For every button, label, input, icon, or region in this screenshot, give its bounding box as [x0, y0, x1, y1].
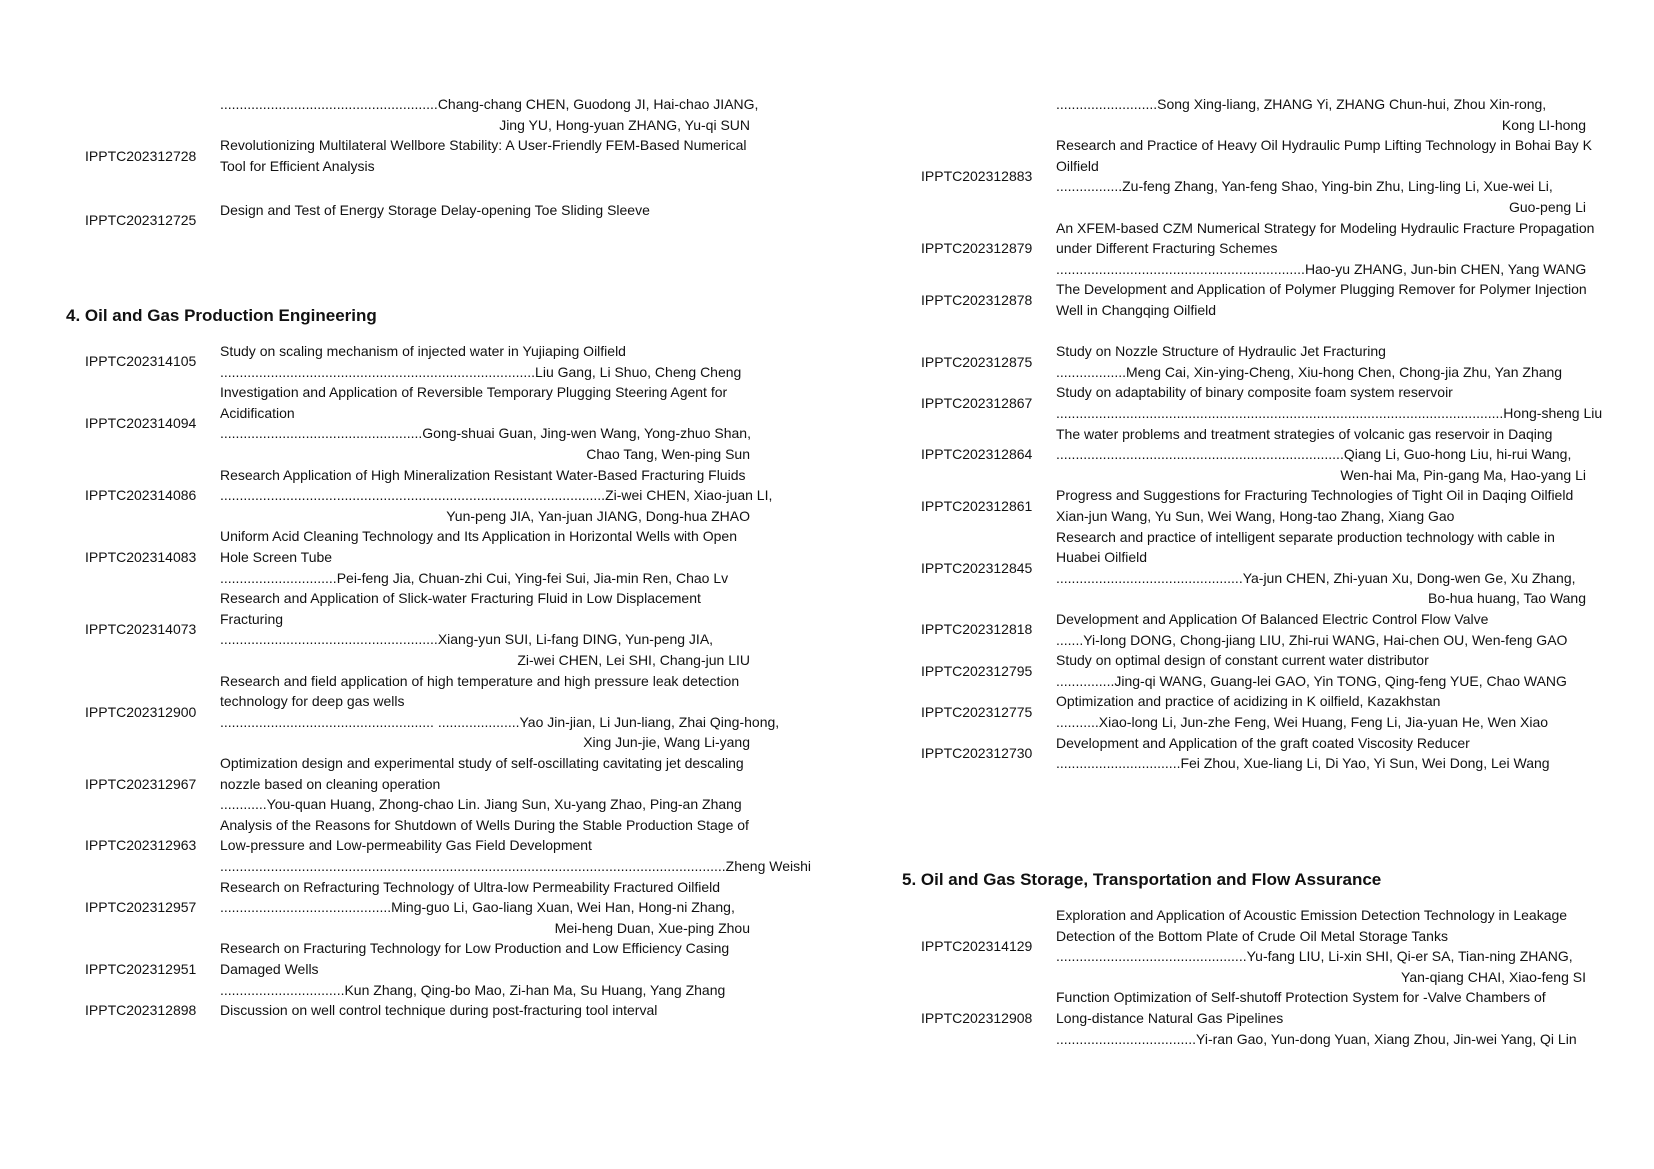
- paper-code: IPPTC202312957: [85, 899, 197, 916]
- paper-code: IPPTC202312845: [921, 559, 1033, 576]
- author-line: Bo-hua huang, Tao Wang: [1427, 590, 1586, 607]
- author-line: ....................................................... .....................Yao Jin-jian, Li Jun-liang, Zhai Qing-hong,: [220, 713, 780, 730]
- paper-code: IPPTC202312898: [85, 1002, 197, 1019]
- title-line: Research and field application of high temperature and high pressure leak detection: [220, 672, 740, 689]
- title-line: Fracturing: [220, 610, 284, 627]
- title-line: Xian-jun Wang, Yu Sun, Wei Wang, Hong-tao Zhang, Xiang Gao: [1056, 508, 1455, 524]
- paper-code: IPPTC202314083: [85, 549, 197, 565]
- paper-code: IPPTC202314073: [85, 621, 197, 638]
- title-line: Analysis of the Reasons for Shutdown of Wells During the Stable Production Stage of: [220, 816, 749, 833]
- paper-code: IPPTC202312725: [85, 212, 197, 228]
- author-line: ....................................Yi-ran Gao, Yun-dong Yuan, Xiang Zhou, Jin-wei Yang, Qi Lin: [1056, 1030, 1577, 1047]
- title-line: Huabei Oilfield: [1056, 549, 1148, 566]
- author-line: ........................................................Xiang-yun SUI, Li-fang DING, Yun-peng JIA,: [220, 631, 714, 648]
- title-line: Exploration and Application of Acoustic Emission Detection Technology in Leakage: [1056, 907, 1568, 923]
- title-line: Research and practice of intelligent separate production technology with cable in: [1056, 528, 1555, 545]
- title-line: Discussion on well control technique during post-fracturing tool interval: [220, 1002, 658, 1019]
- paper-code: IPPTC202314129: [921, 937, 1033, 954]
- author-line: Xing Jun-jie, Wang Li-yang: [583, 734, 750, 751]
- title-line: under Different Fracturing Schemes: [1056, 240, 1278, 257]
- paper-code: IPPTC202312875: [921, 353, 1033, 370]
- title-line: Study on Nozzle Structure of Hydraulic Jet Fracturing: [1056, 343, 1386, 360]
- title-line: Development and Application of the graft coated Viscosity Reducer: [1056, 734, 1470, 751]
- title-line: Research on Fracturing Technology for Low Production and Low Efficiency Casing: [220, 940, 730, 957]
- title-line: Progress and Suggestions for Fracturing Technologies of Tight Oil in Daqing Oilfield: [1056, 487, 1574, 504]
- author-line: Chao Tang, Wen-ping Sun: [586, 446, 750, 462]
- paper-code: IPPTC202314105: [85, 353, 197, 370]
- paper-code: IPPTC202312861: [921, 497, 1033, 514]
- author-line: ............You-quan Huang, Zhong-chao Lin. Jiang Sun, Xu-yang Zhao, Ping-an Zhang: [220, 796, 742, 813]
- title-line: The Development and Application of Polymer Plugging Remover for Polymer Injection: [1056, 281, 1587, 298]
- author-line: ...........Xiao-long Li, Jun-zhe Feng, Wei Huang, Feng Li, Jia-yuan He, Wen Xiao: [1056, 714, 1549, 730]
- title-line: The water problems and treatment strategies of volcanic gas reservoir in Daqing: [1056, 425, 1553, 442]
- title-line: Study on scaling mechanism of injected water in Yujiaping Oilfield: [220, 343, 626, 359]
- title-line: Long-distance Natural Gas Pipelines: [1056, 1010, 1284, 1026]
- paper-code: IPPTC202312775: [921, 703, 1033, 720]
- paper-code: IPPTC202312795: [921, 662, 1033, 679]
- title-line: Oilfield: [1056, 157, 1099, 174]
- paper-code: IPPTC202312728: [85, 147, 197, 164]
- paper-code: IPPTC202312967: [85, 775, 197, 792]
- paper-code: IPPTC202314094: [85, 415, 197, 432]
- author-line: ................................Fei Zhou, Xue-liang Li, Di Yao, Yi Sun, Wei Dong, Lei Wang: [1056, 755, 1550, 772]
- author-line: ................................Kun Zhang, Qing-bo Mao, Zi-han Ma, Su Huang, Yang Zhang: [220, 981, 726, 998]
- paper-code: IPPTC202312864: [921, 446, 1033, 463]
- author-line: ...................................................................................................Zi-wei CHEN, Xiao-juan LI,: [220, 487, 773, 504]
- title-line: Investigation and Application of Reversible Temporary Plugging Steering Agent for: [220, 384, 728, 401]
- title-line: Optimization and practice of acidizing in K oilfield, Kazakhstan: [1056, 693, 1441, 710]
- paper-code: IPPTC202312900: [85, 703, 197, 720]
- author-line: ..........................................................................Qiang Li, Guo-hong Liu, hi-rui Wang,: [1056, 446, 1572, 463]
- paper-code: IPPTC202312878: [921, 291, 1033, 308]
- paper-code: IPPTC202314086: [85, 487, 197, 504]
- title-line: Research on Refracturing Technology of Ultra-low Permeability Fractured Oilfield: [220, 878, 721, 895]
- author-line: Kong LI-hong: [1501, 116, 1586, 133]
- title-line: Study on optimal design of constant current water distributor: [1056, 652, 1429, 669]
- author-line: ...................................................................................................................Hong-sheng Liu: [1056, 405, 1603, 421]
- author-line: Jing YU, Hong-yuan ZHANG, Yu-qi SUN: [499, 116, 750, 133]
- title-line: Research and Application of Slick-water Fracturing Fluid in Low Displacement: [220, 590, 701, 607]
- title-line: Optimization design and experimental study of self-oscillating cavitating jet descaling: [220, 755, 744, 771]
- paper-code: IPPTC202312867: [921, 394, 1033, 411]
- section-heading: 5. Oil and Gas Storage, Transportation and Flow Assurance: [902, 870, 1382, 889]
- author-line: ............................................Ming-guo Li, Gao-liang Xuan, Wei Han, Hong-ni Zhang,: [220, 899, 735, 916]
- author-line: Guo-peng Li: [1508, 199, 1586, 215]
- title-line: Study on adaptability of binary composite foam system reservoir: [1056, 384, 1453, 401]
- author-line: ..........................Song Xing-liang, ZHANG Yi, ZHANG Chun-hui, Zhou Xin-rong,: [1056, 96, 1547, 112]
- author-line: ..............................Pei-feng Jia, Chuan-zhi Cui, Ying-fei Sui, Jia-min Ren, Chao Lv: [220, 569, 729, 586]
- author-line: Yun-peng JIA, Yan-juan JIANG, Dong-hua ZHAO: [446, 507, 750, 524]
- title-line: Design and Test of Energy Storage Delay-opening Toe Sliding Sleeve: [220, 202, 650, 218]
- title-line: Research Application of High Mineralization Resistant Water-Based Fracturing Fluids: [220, 466, 746, 483]
- title-line: Detection of the Bottom Plate of Crude Oil Metal Storage Tanks: [1056, 927, 1448, 944]
- section-heading: 4. Oil and Gas Production Engineering: [66, 306, 377, 325]
- author-line: ..................................................................................................................................Zheng Weishi: [220, 858, 811, 874]
- paper-code: IPPTC202312951: [85, 961, 197, 977]
- author-line: ....................................................Gong-shuai Guan, Jing-wen Wang, Yong-zhuo Shan,: [220, 425, 751, 442]
- author-line: Mei-heng Duan, Xue-ping Zhou: [554, 919, 750, 936]
- title-line: Function Optimization of Self-shutoff Protection System for -Valve Chambers of: [1056, 989, 1546, 1006]
- author-line: ........................................................Chang-chang CHEN, Guodong JI, Hai-chao JIANG,: [220, 96, 759, 112]
- title-line: Tool for Efficient Analysis: [220, 157, 375, 174]
- author-line: Zi-wei CHEN, Lei SHI, Chang-jun LIU: [517, 652, 750, 668]
- paper-code: IPPTC202312908: [921, 1010, 1033, 1026]
- title-line: Low-pressure and Low-permeability Gas Field Development: [220, 837, 592, 854]
- paper-code: IPPTC202312883: [921, 168, 1033, 185]
- title-line: Research and Practice of Heavy Oil Hydraulic Pump Lifting Technology in Bohai Bay K: [1056, 137, 1592, 154]
- title-line: technology for deep gas wells: [220, 693, 405, 710]
- paper-code: IPPTC202312730: [921, 744, 1033, 761]
- author-line: ................................................Ya-jun CHEN, Zhi-yuan Xu, Dong-wen Ge, Xu Zhang,: [1056, 569, 1576, 586]
- author-line: ................................................................Hao-yu ZHANG, Jun-bin CHEN, Yang WANG: [1056, 260, 1587, 277]
- title-line: Damaged Wells: [220, 961, 319, 977]
- title-line: Uniform Acid Cleaning Technology and Its Application in Horizontal Wells with Open: [220, 528, 737, 545]
- title-line: Acidification: [220, 404, 295, 421]
- paper-code: IPPTC202312879: [921, 240, 1033, 257]
- title-line: Revolutionizing Multilateral Wellbore Stability: A User-Friendly FEM-Based Numerical: [220, 137, 747, 154]
- author-line: .................................................Yu-fang LIU, Li-xin SHI, Qi-er SA, Tian-ning ZHANG,: [1056, 948, 1573, 965]
- title-line: Well in Changqing Oilfield: [1056, 302, 1217, 318]
- author-line: .................................................................................Liu Gang, Li Shuo, Cheng Cheng: [220, 363, 742, 380]
- author-line: ...............Jing-qi WANG, Guang-lei GAO, Yin TONG, Qing-feng YUE, Chao WANG: [1056, 672, 1567, 689]
- title-line: Development and Application Of Balanced Electric Control Flow Valve: [1056, 611, 1489, 627]
- paper-code: IPPTC202312818: [921, 621, 1033, 638]
- author-line: Yan-qiang CHAI, Xiao-feng SI: [1401, 968, 1586, 985]
- author-line: Wen-hai Ma, Pin-gang Ma, Hao-yang Li: [1340, 466, 1586, 483]
- author-line: .................Zu-feng Zhang, Yan-feng Shao, Ying-bin Zhu, Ling-ling Li, Xue-wei Li,: [1056, 178, 1553, 195]
- title-line: An XFEM-based CZM Numerical Strategy for Modeling Hydraulic Fracture Propagation: [1056, 219, 1595, 236]
- paper-code: IPPTC202312963: [85, 837, 197, 854]
- author-line: ..................Meng Cai, Xin-ying-Cheng, Xiu-hong Chen, Chong-jia Zhu, Yan Zhang: [1056, 363, 1563, 380]
- title-line: Hole Screen Tube: [220, 549, 333, 565]
- author-line: .......Yi-long DONG, Chong-jiang LIU, Zhi-rui WANG, Hai-chen OU, Wen-feng GAO: [1056, 631, 1568, 648]
- title-line: nozzle based on cleaning operation: [220, 775, 441, 792]
